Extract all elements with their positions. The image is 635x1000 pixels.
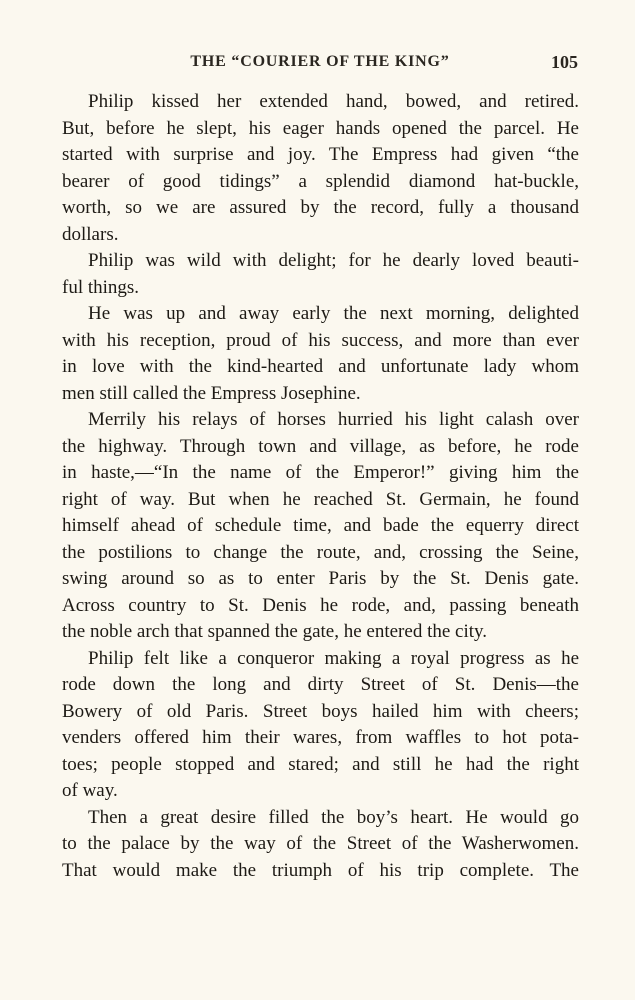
running-title: THE “COURIER OF THE KING” [190,53,450,70]
text-line: Philip kissed her extended hand, bowed, and retired. [88,91,579,112]
text-line: the highway. Through town and village, as before, he rode [62,435,579,457]
text-line: with his reception, proud of his success, and more than ever [62,329,579,351]
text-line: dollars. [62,223,119,245]
text-line: venders offered him their wares, from waffles to hot pota- [62,727,579,748]
text-line: started with surprise and joy. The Empress had given “the [62,144,579,165]
text-line: He was up and away early the next morning, delighted [88,303,579,324]
text-line: himself ahead of schedule time, and bade the equerry direct [62,515,579,536]
text-line: of way. [62,780,118,801]
body-text [62,89,579,884]
text-line: rode down the long and dirty Street of St. Denis—the [62,674,579,695]
text-line: worth, so we are assured by the record, fully a thousand [62,197,579,218]
text-line: ful things. [62,276,140,298]
text-line: right of way. But when he reached St. Germain, he found [62,488,579,510]
text-line: But, before he slept, his eager hands opened the parcel. He [62,117,579,139]
text-line: Across country to St. Denis he rode, and, passing beneath [62,594,579,616]
text-line: swing around so as to enter Paris by the St. Denis gate. [62,568,579,589]
text-line: toes; people stopped and stared; and still he had the right [62,753,579,775]
text-line: men still called the Empress Josephine. [62,382,361,404]
running-head [62,50,578,76]
text-line: the postilions to change the route, and, crossing the Seine, [62,541,579,563]
text-line: Then a great desire filled the boy’s heart. He would go [88,806,579,828]
page-number: 105 [551,52,578,72]
text-line: Bowery of old Paris. Street boys hailed him with cheers; [62,700,579,722]
text-line: Merrily his relays of horses hurried his light calash over [88,409,579,430]
text-line: in haste,—“In the name of the Emperor!” giving him the [62,462,579,483]
text-line: the noble arch that spanned the gate, he entered the city. [62,621,488,642]
text-line: Philip was wild with delight; for he dearly loved beauti- [88,250,579,271]
text-line: That would make the triumph of his trip complete. The [62,859,579,881]
text-line: Philip felt like a conqueror making a royal progress as he [88,647,579,669]
text-line: to the palace by the way of the Street of the Washerwomen. [62,833,579,854]
text-line: in love with the kind-hearted and unfortunate lady whom [62,356,579,377]
text-line: bearer of good tidings” a splendid diamond hat-buckle, [62,170,579,192]
